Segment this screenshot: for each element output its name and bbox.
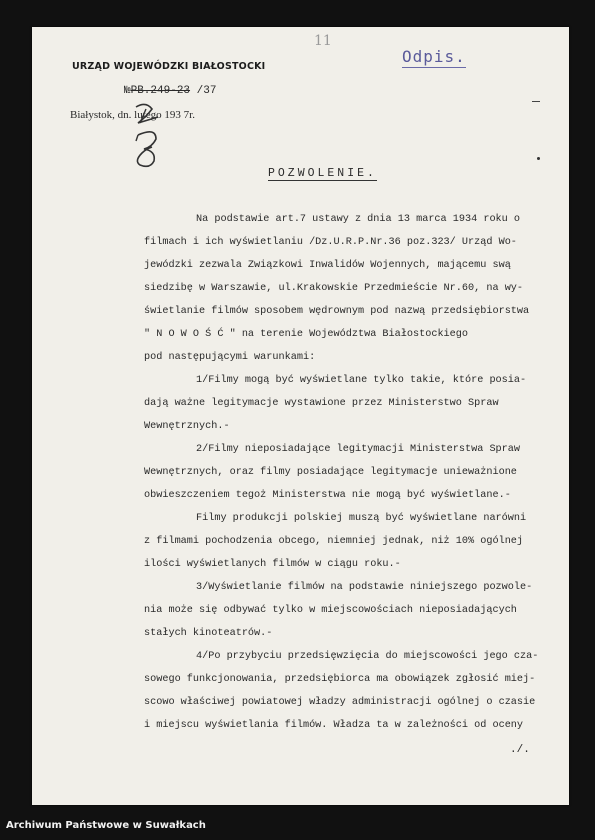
body-line: z filmami pochodzenia obcego, niemniej jednak, niż 10% ogólnej	[144, 536, 524, 547]
document-page	[32, 27, 569, 805]
body-line: Filmy produkcji polskiej muszą być wyświetlane narówni	[196, 513, 527, 524]
body-line: 1/Filmy mogą być wyświetlane tylko takie, które posia-	[196, 375, 527, 386]
body-line: sowego funkcjonowania, przedsiębiorca ma obowiązek zgłosić miej-	[144, 674, 536, 685]
margin-mark	[537, 157, 540, 160]
handwritten-date-mark-icon	[118, 101, 178, 171]
ref-suffix: /37	[190, 85, 217, 97]
archive-footer	[0, 814, 595, 840]
body-line: 4/Po przybyciu przedsięwzięcia do miejscowości jego cza-	[196, 651, 539, 662]
body-line: Na podstawie art.7 ustawy z dnia 13 marca 1934 roku o	[196, 214, 521, 225]
body-line: 2/Filmy nieposiadające legitymacji Ministerstwa Spraw	[196, 444, 521, 455]
margin-mark	[532, 101, 540, 102]
body-line: siedzibę w Warszawie, ul.Krakowskie Przedmieście Nr.60, na wy-	[144, 283, 524, 294]
ref-prefix: №	[124, 85, 131, 97]
ref-struck: PB.249-23	[130, 85, 191, 97]
body-line: dają ważne legitymacje wystawione przez Ministerstwo Spraw	[144, 398, 499, 409]
body-line: świetlanie filmów sposobem wędrownym pod nazwą przedsiębiorstwa	[144, 306, 530, 317]
body-line: 3/Wyświetlanie filmów na podstawie niniejszego pozwole-	[196, 582, 533, 593]
body-line: stałych kinoteatrów.-	[144, 628, 273, 639]
body-line: nia może się odbywać tylko w miejscowościach nieposiadających	[144, 605, 517, 616]
body-line: Wewnętrznych, oraz filmy posiadające legitymacje unieważnione	[144, 467, 517, 478]
body-line: Wewnętrznych.-	[144, 421, 230, 432]
body-line: pod następującymi warunkami:	[144, 352, 316, 363]
archive-label: Archiwum Państwowe w Suwałkach	[6, 820, 206, 831]
office-header: URZĄD WOJEWÓDZKI BIAŁOSTOCKI	[72, 61, 266, 72]
copy-stamp: Odpis.	[402, 47, 466, 66]
pencil-page-number: 11	[314, 33, 332, 49]
body-line: ilości wyświetlanych filmów w ciągu roku.-	[144, 559, 401, 570]
body-line: filmach i ich wyświetlaniu /Dz.U.R.P.Nr.36 poz.323/ Urząd Wo-	[144, 237, 517, 248]
body-line: jewódzki zezwala Związkowi Inwalidów Wojennych, mającemu swą	[144, 260, 511, 271]
body-line: obwieszczeniem tegoż Ministerstwa nie mogą być wyświetlane.-	[144, 490, 511, 501]
body-line: " N O W O Ś Ć " na terenie Województwa Białostockiego	[144, 329, 469, 340]
document-title: POZWOLENIE.	[268, 167, 377, 180]
body-line: scowo właściwej powiatowej władzy administracji ogólnej o czasie	[144, 697, 536, 708]
continuation-mark: ./.	[510, 744, 530, 756]
reference-number	[124, 85, 216, 97]
body-line: i miejscu wyświetlania filmów. Władza ta w zależności od oceny	[144, 720, 524, 731]
place-date-line: Białystok, dn. lutego 193 7r.	[70, 109, 195, 121]
